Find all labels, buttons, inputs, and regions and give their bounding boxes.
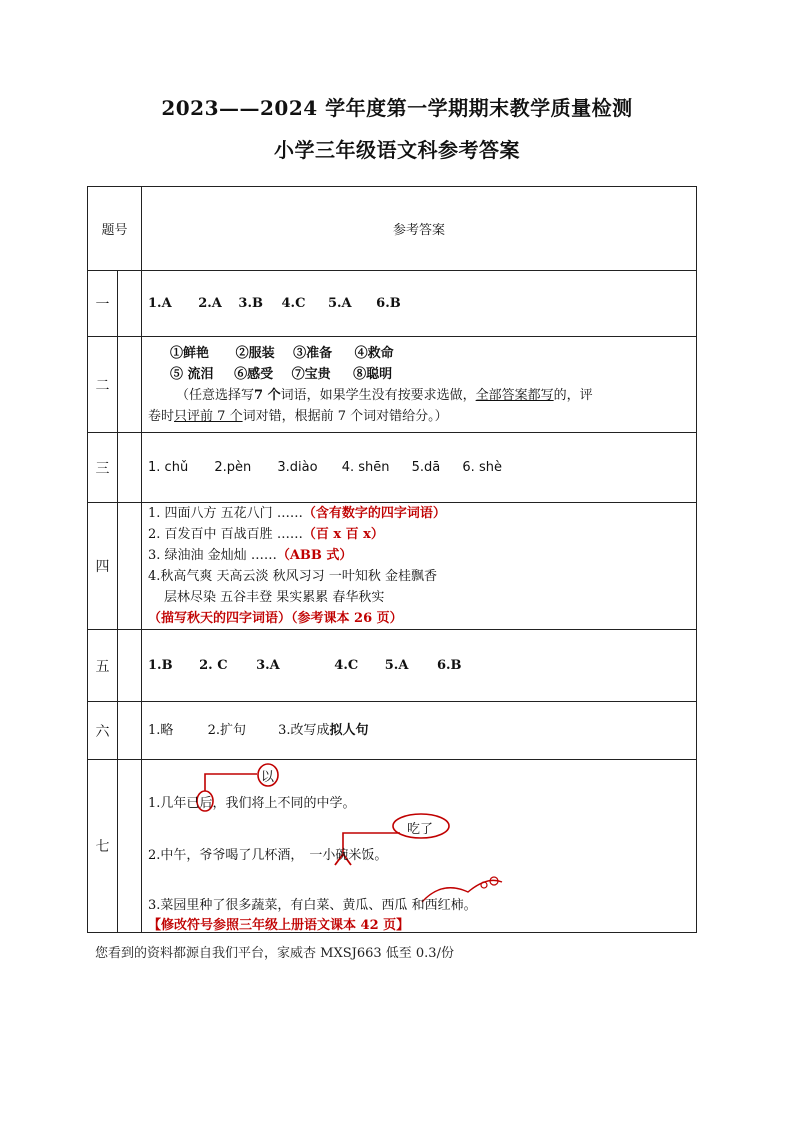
answer-cell — [142, 702, 697, 760]
answer-cell — [142, 503, 697, 630]
answer-table — [87, 186, 697, 933]
table-row-q1 — [88, 271, 697, 337]
answer-line-2: ⑤ 流泪 ⑥感受 ⑦宝贵 ⑧聪明 — [170, 366, 393, 382]
header-question-number: 题号 — [88, 187, 142, 271]
question-number: 二 — [88, 337, 118, 433]
answer-list: 1.略 2.扩句 3.改写成拟人句 — [148, 723, 369, 738]
answer-line-2: 2. 百发百中 百战百胜 ……（百 x 百 x） — [148, 527, 384, 542]
answer-cell — [142, 630, 697, 702]
table-row-q6 — [88, 702, 697, 760]
document-subtitle: 小学三年级语文科参考答案 — [274, 138, 520, 162]
answer-line-1: 1. 四面八方 五花八门 ……（含有数字的四字词语） — [148, 506, 446, 521]
answer-cell — [142, 337, 697, 433]
table-row-q3 — [88, 433, 697, 503]
answer-list: 1.B 2. C 3.A 4.C 5.A 6.B — [148, 658, 462, 673]
header-reference-answer: 参考答案 — [142, 187, 697, 271]
answer-line-3: 3. 绿油油 金灿灿 ……（ABB 式） — [148, 548, 353, 563]
grading-note-line-1: （任意选择写7 个词语，如果学生没有按要求选做，全部答案都写的，评 — [176, 387, 593, 403]
answer-list: 1. chǔ 2.pèn 3.diào 4. shēn 5.dā 6. shè — [148, 460, 502, 475]
proofreading-note: 【修改符号参照三年级上册语文课本 42 页】 — [148, 918, 410, 933]
question-number: 四 — [88, 503, 118, 630]
question-number: 一 — [88, 271, 118, 337]
answer-note: （描写秋天的四字词语）（参考课本 26 页） — [148, 611, 403, 626]
answer-cell — [142, 760, 697, 933]
answer-line-5: 层林尽染 五谷丰登 果实累累 春华秋实 — [164, 590, 385, 605]
question-number: 六 — [88, 702, 118, 760]
question-number: 三 — [88, 433, 118, 503]
replacement-char: 以 — [261, 770, 275, 785]
document-title: 2023——2024 学年度第一学期期末教学质量检测 — [161, 96, 633, 120]
question-number: 七 — [88, 760, 118, 933]
grading-note-line-2: 卷时只评前 7 个词对错，根据前 7 个词对错给分。） — [148, 408, 448, 424]
table-row-q5 — [88, 630, 697, 702]
footer-note: 您看到的资料都源自我们平台，家威杏 MXSJ663 低至 0.3/份 — [95, 946, 454, 961]
sentence-1: 1.几年已后，我们将上不同的中学。 — [148, 796, 356, 811]
replace-line — [205, 774, 257, 791]
answer-line-4: 4.秋高气爽 天高云淡 秋风习习 一叶知秋 金桂飘香 — [148, 569, 437, 584]
table-header-row — [88, 187, 697, 271]
table-row-q7 — [88, 760, 697, 933]
table-row-q2 — [88, 337, 697, 433]
answer-cell — [142, 433, 697, 503]
answer-cell — [142, 271, 697, 337]
question-number: 五 — [88, 630, 118, 702]
inserted-word: 吃了 — [407, 822, 434, 837]
answer-line-1: ①鲜艳 ②服装 ③准备 ④救命 — [170, 345, 394, 361]
answer-list: 1.A 2.A 3.B 4.C 5.A 6.B — [148, 296, 401, 311]
table-row-q4 — [88, 503, 697, 630]
sentence-3: 3.菜园里种了很多蔬菜，有白菜、黄瓜、西瓜 和西红柿。 — [148, 898, 477, 913]
sentence-2: 2.中午，爷爷喝了几杯酒， 一小碗米饭。 — [148, 848, 388, 863]
